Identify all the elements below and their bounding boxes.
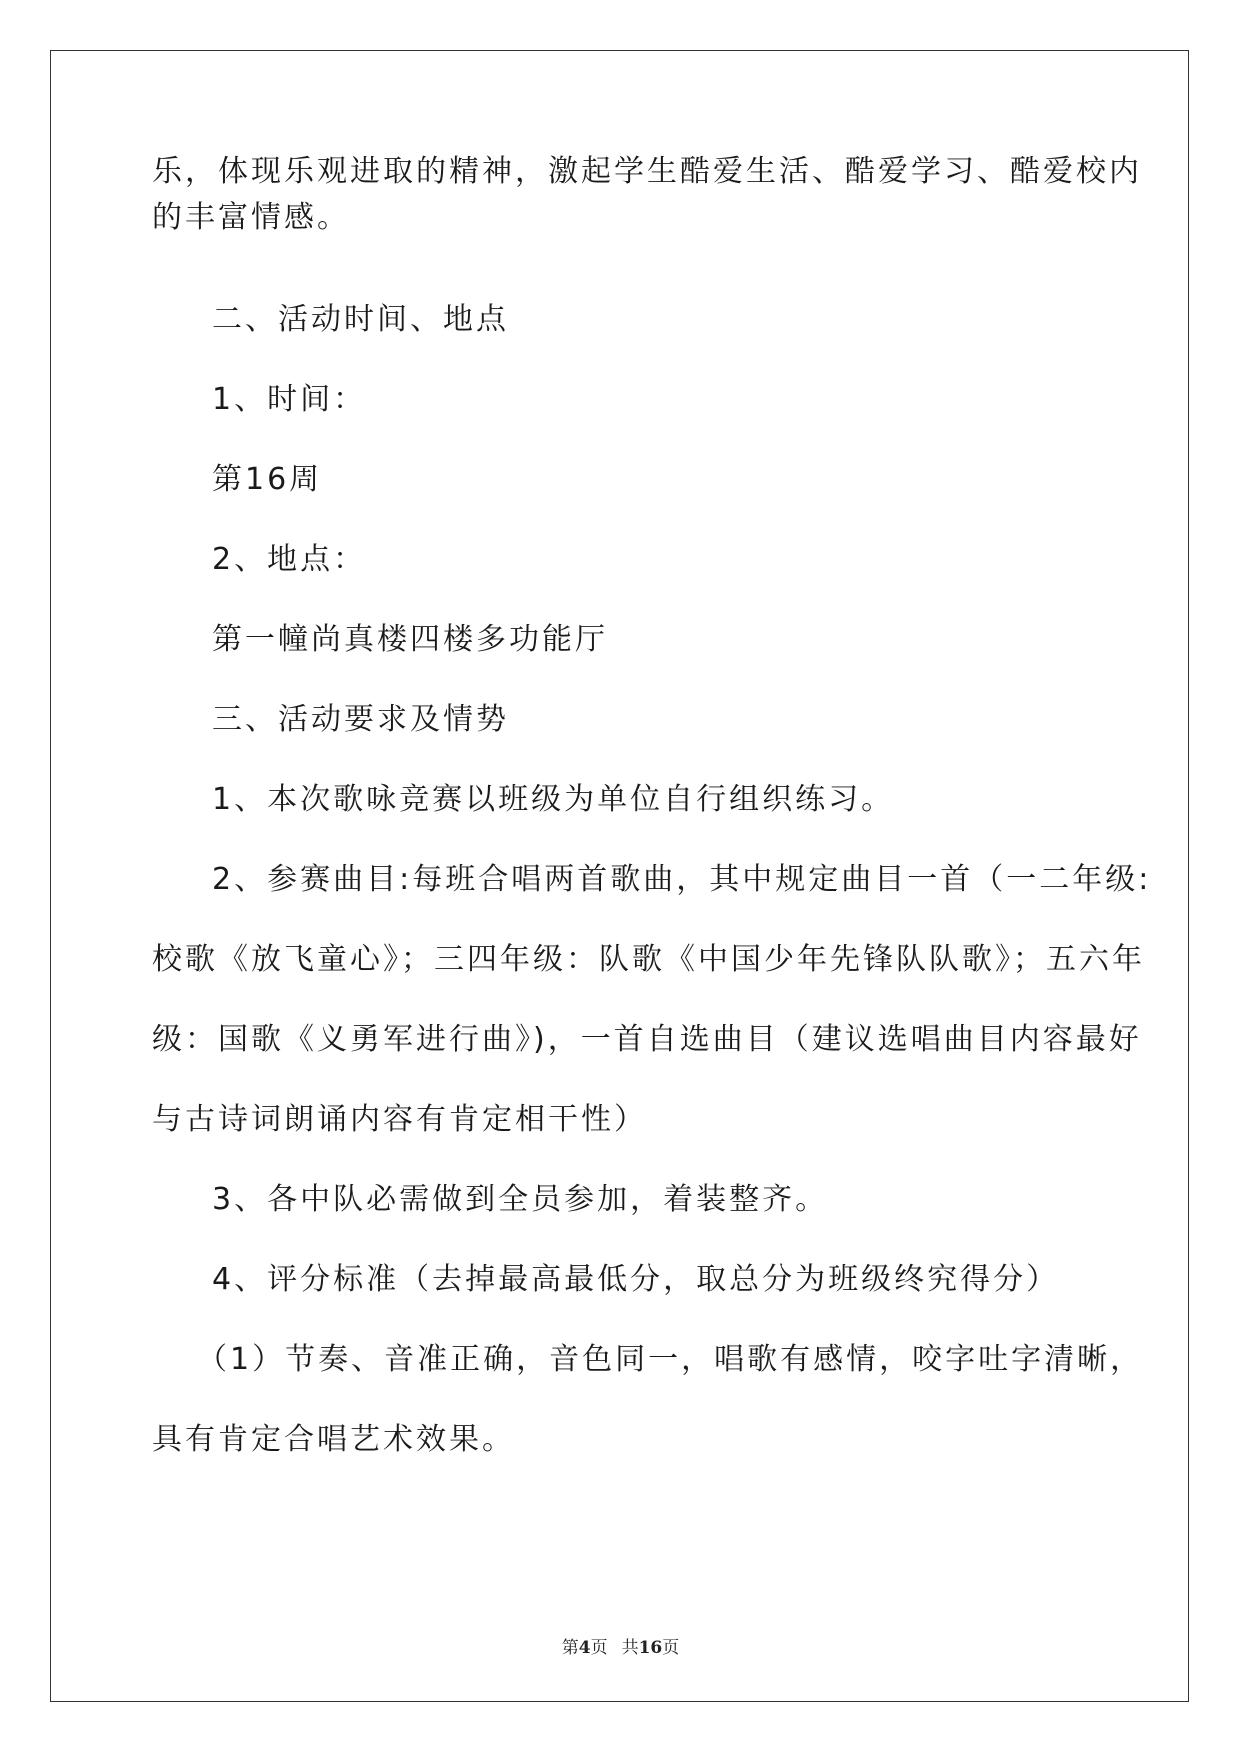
requirement-1: 1、本次歌咏竞赛以班级为单位自行组织练习。 <box>212 782 895 817</box>
paragraph-line-1: 乐，体现乐观进取的精神，激起学生酷爱生活、酷爱学习、酷爱校内 <box>152 154 1142 189</box>
requirement-3: 3、各中队必需做到全员参加，着装整齐。 <box>212 1182 829 1217</box>
item-place-label: 2、地点： <box>212 542 367 577</box>
section-heading-time-place: 二、活动时间、地点 <box>212 302 509 337</box>
scoring-criterion-1-line-1: （1）节奏、音准正确，音色同一，唱歌有感情，咬字吐字清晰， <box>197 1342 1144 1377</box>
item-time-value: 第16周 <box>212 462 323 497</box>
footer-page-number: 4 <box>578 1638 591 1658</box>
footer-page-suffix: 页 <box>590 1638 608 1658</box>
footer-total-suffix: 页 <box>662 1638 680 1658</box>
scoring-criterion-1-line-2: 具有肯定合唱艺术效果。 <box>152 1422 515 1457</box>
requirement-2-line-2: 校歌《放飞童心》；三四年级：队歌《中国少年先锋队队歌》；五六年 <box>152 942 1145 977</box>
footer-total-number: 16 <box>638 1638 663 1658</box>
footer-page-prefix: 第 <box>561 1638 579 1658</box>
section-heading-requirements: 三、活动要求及情势 <box>212 702 509 737</box>
requirement-2-line-1: 2、参赛曲目:每班合唱两首歌曲，其中规定曲目一首（一二年级: <box>212 862 1152 897</box>
requirement-2-line-3: 级：国歌《义勇军进行曲》)，一首自选曲目（建议选唱曲目内容最好 <box>152 1022 1142 1057</box>
paragraph-line-2: 的丰富情感。 <box>152 200 350 235</box>
item-time-label: 1、时间： <box>212 382 367 417</box>
requirement-2-line-4: 与古诗词朗诵内容有肯定相干性） <box>152 1102 647 1137</box>
page-footer <box>0 1633 1241 1658</box>
item-place-value: 第一幢尚真楼四楼多功能厅 <box>212 622 608 657</box>
requirement-4: 4、评分标准（去掉最高最低分，取总分为班级终究得分） <box>212 1262 1060 1297</box>
footer-total-prefix: 共 <box>621 1638 639 1658</box>
